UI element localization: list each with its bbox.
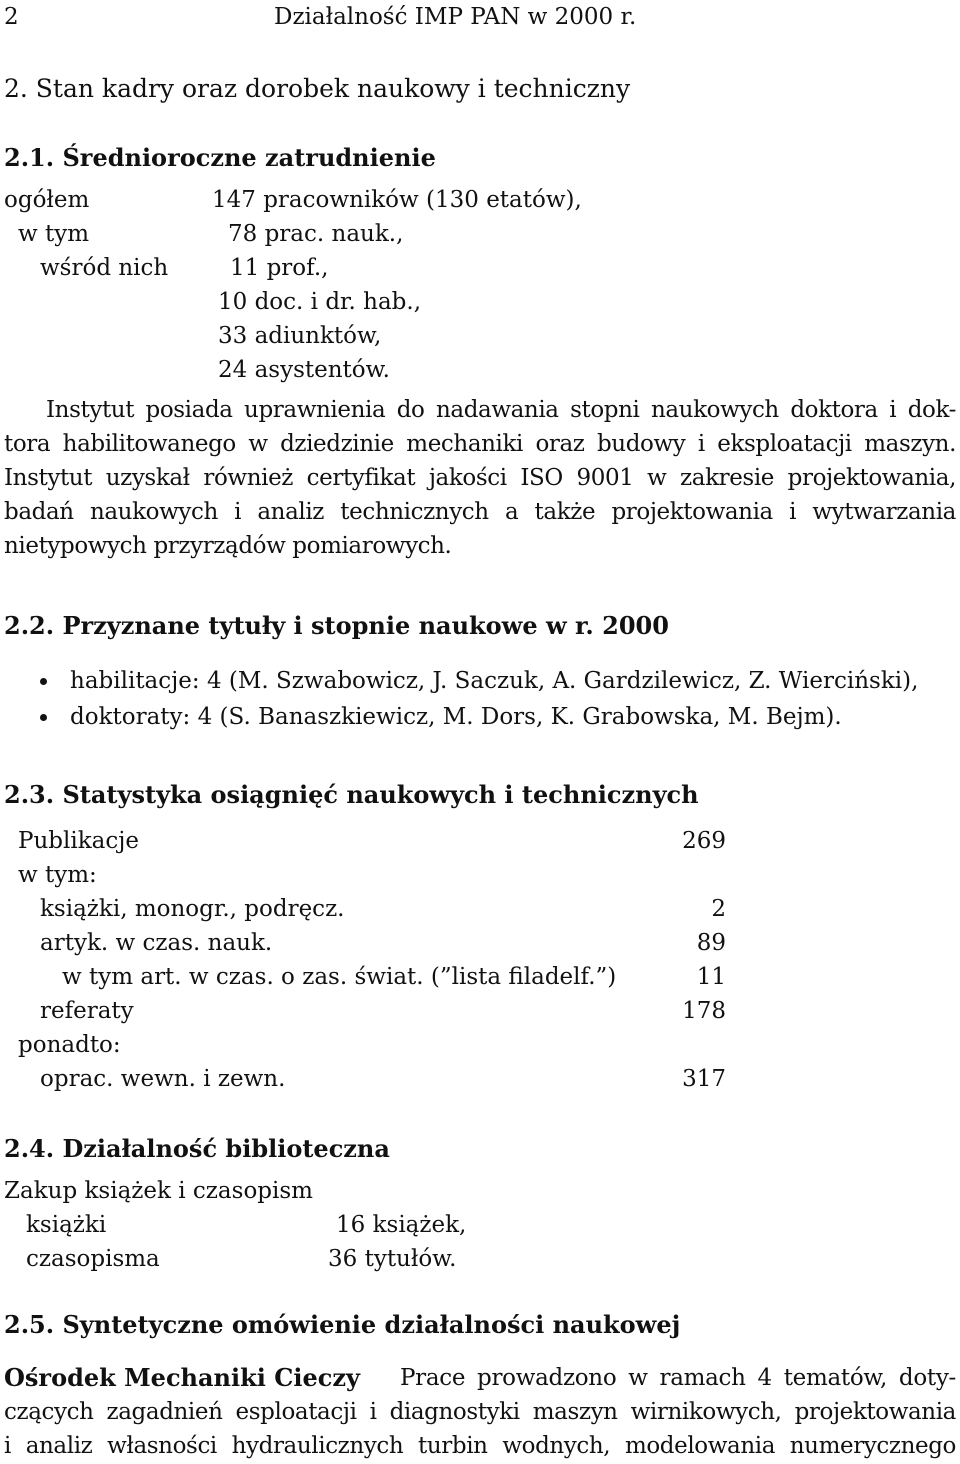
section-2-heading: 2. Stan kadry oraz dorobek naukowy i techniczny (4, 74, 631, 103)
section-2-1-heading: 2.1. Średnioroczne zatrudnienie (4, 143, 436, 172)
list-item: doktoraty: 4 (S. Banaszkiewicz, M. Dors, K. Grabowska, M. Bejm). (70, 704, 842, 730)
library-label: czasopisma (26, 1246, 160, 1272)
stat-value: 89 (696, 930, 726, 956)
library-value: 16 książek, (336, 1212, 467, 1238)
stat-label: oprac. wewn. i zewn. (40, 1066, 286, 1092)
stat-label: w tym art. w czas. o zas. świat. (”lista filadelf.”) (62, 964, 617, 990)
stat-value: 2 (711, 896, 726, 922)
employment-value: 147 pracowników (130 etatów), (212, 187, 582, 213)
employment-value: 11 prof., (230, 255, 329, 281)
employment-label: w tym (18, 221, 90, 247)
library-value: 36 tytułów. (328, 1246, 457, 1272)
stat-label: artyk. w czas. nauk. (40, 930, 273, 956)
section-2-5-heading: 2.5. Syntetyczne omówienie działalności naukowej (4, 1310, 681, 1339)
section-2-4-heading: 2.4. Działalność biblioteczna (4, 1134, 390, 1163)
stat-value: 317 (682, 1066, 726, 1092)
stat-label: ponadto: (18, 1032, 121, 1058)
paragraph-line: Instytut uzyskał również certyfikat jakości ISO 9001 w zakresie projektowania, (4, 465, 956, 491)
bullet-icon (40, 678, 47, 685)
paragraph-line: tora habilitowanego w dziedzinie mechaniki oraz budowy i eksploatacji maszyn. (4, 431, 956, 457)
list-item: habilitacje: 4 (M. Szwabowicz, J. Saczuk, A. Gardzilewicz, Z. Wierciński), (70, 668, 919, 694)
stat-label: Publikacje (18, 828, 139, 854)
section-2-3-heading: 2.3. Statystyka osiągnięć naukowych i technicznych (4, 780, 699, 809)
bullet-icon (40, 714, 47, 721)
stat-value: 269 (682, 828, 726, 854)
stat-label: w tym: (18, 862, 97, 888)
paragraph-line: Instytut posiada uprawnienia do nadawania stopni naukowych doktora i dok- (46, 397, 956, 423)
running-title: Działalność IMP PAN w 2000 r. (274, 4, 637, 30)
employment-value: 33 adiunktów, (218, 323, 382, 349)
stat-value: 178 (682, 998, 726, 1024)
employment-label: ogółem (4, 187, 90, 213)
paragraph-line: i analiz własności hydraulicznych turbin wodnych, modelowania numerycznego (4, 1433, 956, 1459)
employment-value: 24 asystentów. (218, 357, 390, 383)
paragraph-line: nietypowych przyrządów pomiarowych. (4, 533, 452, 559)
stat-label: książki, monogr., podręcz. (40, 896, 345, 922)
stat-value: 11 (696, 964, 726, 990)
paragraph-lead: Ośrodek Mechaniki Cieczy (4, 1363, 360, 1392)
page-number: 2 (4, 4, 19, 30)
paragraph-line: badań naukowych i analiz technicznych a także projektowania i wytwarzania (4, 499, 956, 525)
employment-value: 78 prac. nauk., (228, 221, 404, 247)
paragraph-line: czących zagadnień esploatacji i diagnostyki maszyn wirnikowych, projektowania (4, 1399, 956, 1425)
employment-value: 10 doc. i dr. hab., (218, 289, 422, 315)
stat-label: referaty (40, 998, 134, 1024)
paragraph-line: Prace prowadzono w ramach 4 tematów, doty- (400, 1365, 956, 1391)
library-subtitle: Zakup książek i czasopism (4, 1178, 313, 1204)
section-2-2-heading: 2.2. Przyznane tytuły i stopnie naukowe w r. 2000 (4, 611, 669, 640)
library-label: książki (26, 1212, 107, 1238)
employment-label: wśród nich (40, 255, 169, 281)
